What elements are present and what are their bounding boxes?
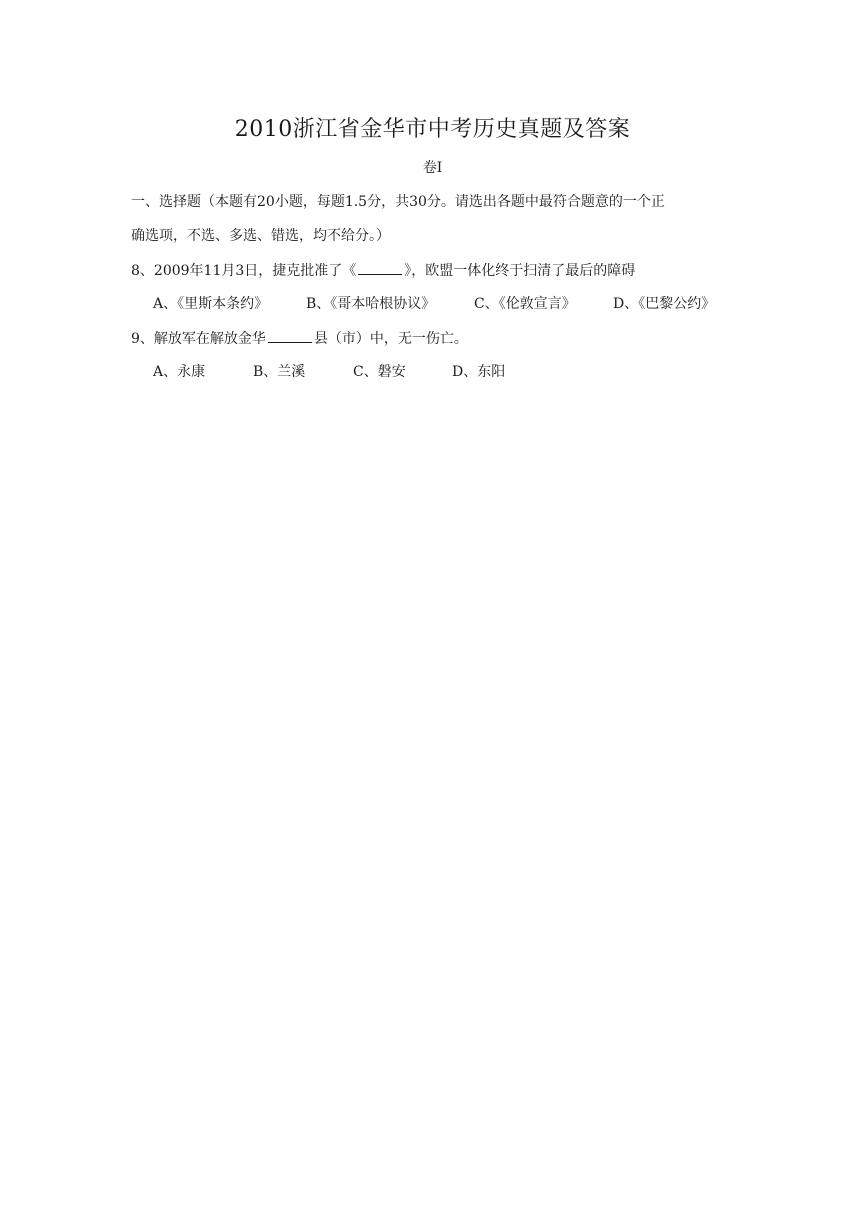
question-8-option-d: D、《巴黎公约》 (613, 296, 716, 312)
document-subtitle: 卷Ⅰ (422, 160, 443, 176)
question-8-option-c: C、《伦敦宣言》 (474, 296, 576, 312)
question-8-prefix: 8、2009年11月3日，捷克批准了《 (131, 263, 357, 279)
question-9-option-c: C、磐安 (353, 364, 406, 380)
question-9 (131, 328, 468, 349)
question-9-suffix: 县（市）中，无一伤亡。 (313, 331, 468, 347)
section-heading-line-2: 确选项，不选、多选、错选，均不给分。） (131, 228, 390, 244)
question-8 (131, 260, 635, 281)
section-heading-line-1: 一、选择题（本题有20小题，每题1.5分，共30分。请选出各题中最符合题意的一个正 (131, 194, 665, 210)
question-9-option-b: B、兰溪 (253, 364, 306, 380)
question-8-option-a: A、《里斯本条约》 (153, 296, 269, 312)
question-9-blank (268, 328, 312, 343)
question-9-prefix: 9、解放军在解放金华 (131, 331, 266, 347)
question-9-option-d: D、东阳 (452, 364, 506, 380)
question-8-blank (358, 260, 402, 275)
question-9-option-a: A、永康 (153, 364, 206, 380)
question-8-option-b: B、《哥本哈根协议》 (306, 296, 436, 312)
question-8-suffix: 》，欧盟一体化终于扫清了最后的障碍 (404, 263, 636, 279)
document-title: 2010浙江省金华市中考历史真题及答案 (234, 117, 631, 142)
